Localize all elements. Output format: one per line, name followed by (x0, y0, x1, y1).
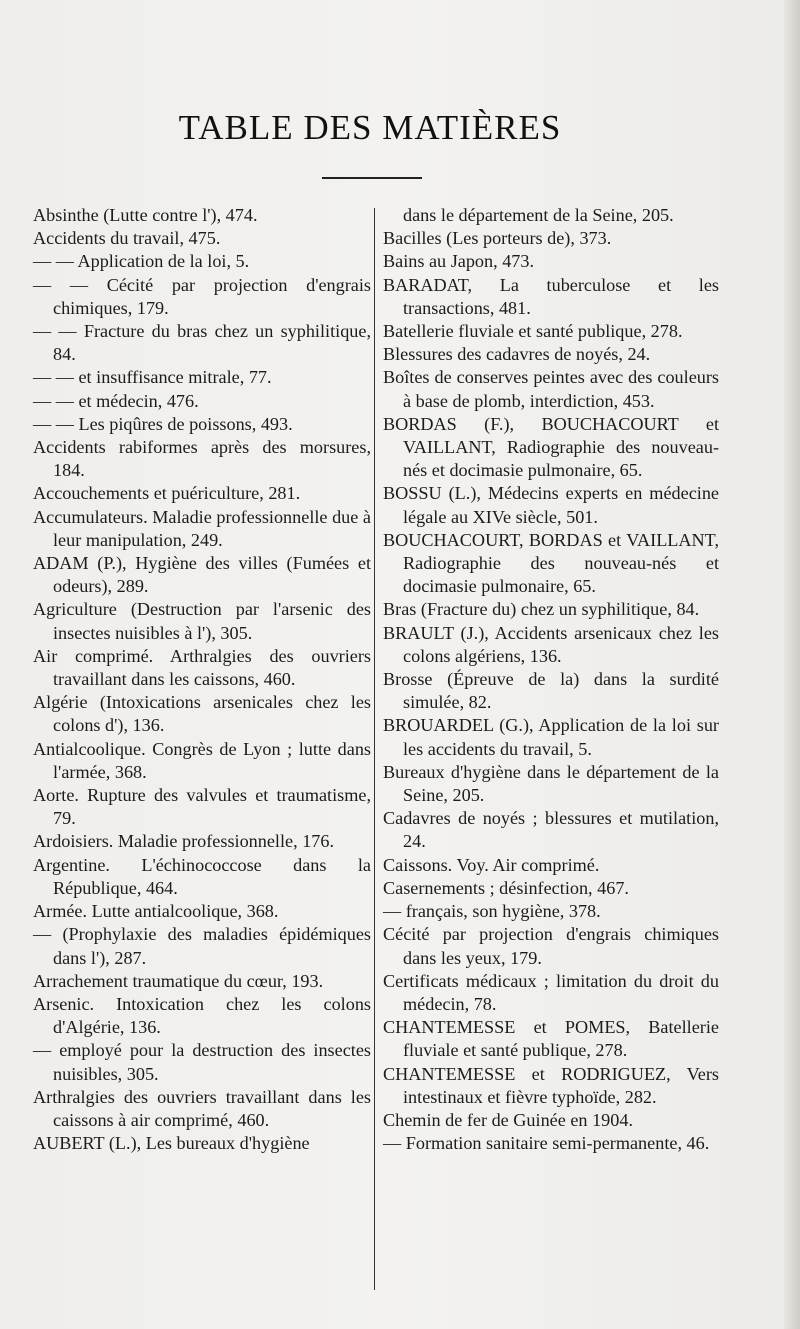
index-entry: — — et médecin, 476. (33, 390, 199, 411)
index-entry: Accouchements et puériculture, 281. (33, 483, 301, 504)
index-entry: Aorte. Rupture des valvules et traumatisme, 79. (33, 785, 371, 829)
index-entry: CHANTEMESSE et POMES, Batellerie fluviale et santé publique, 278. (383, 1017, 719, 1061)
index-entry: — — et insuffisance mitrale, 77. (33, 367, 272, 388)
index-entry: Casernements ; désinfection, 467. (383, 877, 629, 898)
index-entry: CHANTEMESSE et RODRIGUEZ, Vers intestinaux et fièvre typhoïde, 282. (383, 1063, 719, 1107)
index-entry: Bacilles (Les porteurs de), 373. (383, 228, 612, 249)
index-entry: Caissons. Voy. Air comprimé. (383, 854, 600, 875)
index-entry: Arsenic. Intoxication chez les colons d'Algérie, 136. (33, 993, 371, 1038)
index-entry: Antialcoolique. Congrès de Lyon ; lutte dans l'armée, 368. (33, 738, 371, 782)
index-entry: Argentine. L'échinococcose dans la République, 464. (33, 854, 371, 898)
index-entry: — — Application de la loi, 5. (33, 251, 250, 272)
index-entry: BARADAT, La tuberculose et les transactions, 481. (383, 274, 719, 318)
index-entry: Cadavres de noyés ; blessures et mutilation, 24. (383, 808, 719, 852)
index-entry: — employé pour la destruction des insectes nuisibles, 305. (33, 1040, 371, 1084)
index-entry: — — Cécité par projection d'engrais chimiques, 179. (33, 274, 371, 318)
index-entry: — Formation sanitaire semi-permanente, 46. (383, 1133, 710, 1154)
index-entry: Batellerie fluviale et santé publique, 278. (383, 321, 683, 342)
index-entry: Bureaux d'hygiène dans le département de la Seine, 205. (383, 761, 719, 806)
index-entry: — français, son hygiène, 378. (383, 901, 601, 922)
index-entry: Chemin de fer de Guinée en 1904. (383, 1109, 633, 1130)
index-entry: Blessures des cadavres de noyés, 24. (383, 344, 651, 365)
index-entry: ADAM (P.), Hygiène des villes (Fumées et odeurs), 289. (33, 553, 371, 597)
index-entry: Air comprimé. Arthralgies des ouvriers travaillant dans les caissons, 460. (33, 645, 371, 690)
index-entry: BOUCHACOURT, BORDAS et VAILLANT, Radiographie des nouveau-nés et docimasie pulmonaire, 65. (383, 529, 719, 597)
index-entry: Agriculture (Destruction par l'arsenic des insectes nuisibles à l'), 305. (33, 599, 371, 643)
index-entry: BORDAS (F.), BOUCHACOURT et VAILLANT, Radiographie des nouveau-nés et docimasie pulmonaire, 65. (383, 413, 719, 481)
index-entry: Bains au Japon, 473. (383, 251, 535, 272)
index-entry: — — Fracture du bras chez un syphilitique, 84. (33, 321, 371, 365)
index-entry: BRAULT (J.), Accidents arsenicaux chez les colons algériens, 136. (383, 622, 719, 666)
index-entry: AUBERT (L.), Les bureaux d'hygiène (33, 1133, 310, 1154)
index-column-left (33, 204, 371, 1155)
title-rule (322, 177, 422, 179)
index-entry: dans le département de la Seine, 205. (403, 205, 674, 225)
index-entry: Arthralgies des ouvriers travaillant dans les caissons à air comprimé, 460. (33, 1086, 371, 1130)
index-entry: Boîtes de conserves peintes avec des couleurs à base de plomb, interdiction, 453. (383, 367, 719, 411)
index-entry: — (Prophylaxie des maladies épidémiques dans l'), 287. (33, 924, 371, 968)
page-title: TABLE DES MATIÈRES (178, 108, 562, 147)
index-entry: Accidents du travail, 475. (33, 228, 221, 249)
index-entry: Certificats médicaux ; limitation du droit du médecin, 78. (383, 970, 719, 1014)
index-entry: Cécité par projection d'engrais chimiques dans les yeux, 179. (383, 924, 719, 968)
index-entry: Ardoisiers. Maladie professionnelle, 176. (33, 831, 335, 852)
index-entry: Arrachement traumatique du cœur, 193. (33, 970, 324, 991)
index-entry: Accidents rabiformes après des morsures, 184. (33, 437, 371, 481)
index-entry: Bras (Fracture du) chez un syphilitique, 84. (383, 599, 700, 620)
page-edge (784, 0, 800, 1329)
index-entry: BROUARDEL (G.), Application de la loi sur les accidents du travail, 5. (383, 715, 719, 759)
index-entry: Absinthe (Lutte contre l'), 474. (33, 205, 258, 225)
column-divider (374, 208, 375, 1290)
index-entry: Accumulateurs. Maladie professionnelle due à leur manipulation, 249. (33, 506, 371, 550)
index-column-right (383, 204, 719, 1155)
index-entry: Algérie (Intoxications arsenicales chez les colons d'), 136. (33, 692, 371, 736)
index-entry: BOSSU (L.), Médecins experts en médecine légale au XIVe siècle, 501. (383, 483, 719, 527)
index-entry: — — Les piqûres de poissons, 493. (33, 413, 293, 434)
index-entry: Armée. Lutte antialcoolique, 368. (33, 901, 279, 922)
index-entry: Brosse (Épreuve de la) dans la surdité simulée, 82. (383, 669, 719, 713)
